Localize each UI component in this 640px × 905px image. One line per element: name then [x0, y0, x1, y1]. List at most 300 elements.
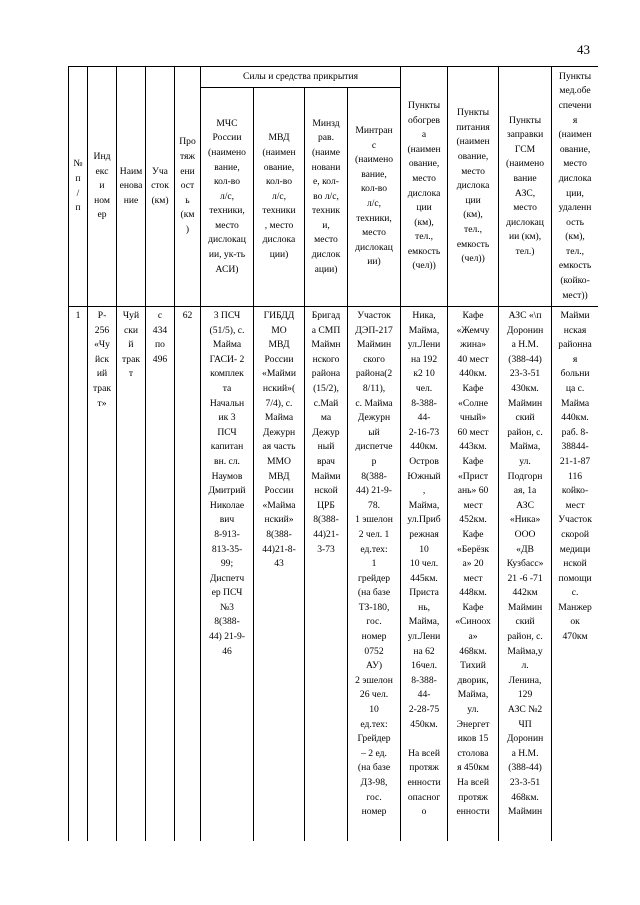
- cell-line: Кафе: [462, 382, 484, 394]
- cell-line: ации): [314, 263, 338, 275]
- cell-line: №3: [220, 601, 234, 613]
- cell-line: 452км.: [459, 514, 487, 526]
- cell-line: 3-73: [317, 543, 335, 555]
- cell-line: «Солне: [458, 397, 489, 409]
- cell-line: на 192: [410, 353, 438, 365]
- cell-line: тел.,: [415, 231, 434, 243]
- cell-line: 116: [568, 470, 583, 482]
- cell-line: я 450км: [457, 762, 490, 774]
- cell-line: ии (км),: [508, 231, 542, 243]
- cell-line: скорой: [561, 528, 590, 540]
- cell-lines: [553, 309, 597, 645]
- cell-line: (15/2),: [313, 382, 339, 394]
- cell-line: Майма,у: [507, 645, 543, 657]
- cell-line: Тихий: [460, 660, 486, 672]
- cell-lines: [553, 70, 597, 304]
- cell-line: с: [157, 310, 163, 321]
- cell-line: 450км.: [410, 718, 438, 730]
- cell-line: т»: [97, 397, 107, 409]
- cell-line: я: [572, 114, 578, 126]
- cell-line: нский»: [264, 514, 294, 526]
- cell-line: 8(388-: [266, 528, 292, 540]
- cell-line: врач: [316, 455, 336, 467]
- cell-lines: [402, 99, 446, 274]
- cell-line: На всей: [408, 747, 440, 759]
- cell-lines: [70, 309, 86, 324]
- cell-line: питания: [456, 121, 490, 133]
- cell-line: место: [362, 227, 386, 239]
- cell-line: номер: [361, 631, 387, 643]
- cell-line: «Ника»: [509, 514, 541, 526]
- cell-line: Ленина,: [508, 674, 542, 686]
- cell-line: Майма,: [408, 499, 440, 511]
- cell-line: 448км.: [459, 587, 487, 599]
- cell-line: 78.: [368, 499, 381, 511]
- cell-line: техники,: [356, 212, 392, 224]
- cell-line: ном: [94, 194, 110, 206]
- cell-name: [117, 307, 146, 842]
- cell-line: Участок: [558, 514, 592, 526]
- header-heating: [401, 67, 448, 307]
- cell-line: Про: [179, 136, 196, 148]
- cell-line: ЦРБ: [317, 499, 335, 511]
- cell-line: Майма,: [408, 324, 440, 336]
- cell-lines: [202, 309, 252, 659]
- header-mvd: [254, 88, 305, 307]
- cell-line: ние: [123, 194, 139, 206]
- cell-line: 46: [222, 645, 232, 657]
- header-food: [448, 67, 499, 307]
- cell-line: мест: [463, 572, 483, 584]
- cell-line: протяж: [458, 791, 488, 803]
- cell-food: [448, 307, 499, 842]
- cell-line: МВД: [268, 339, 290, 351]
- cell-line: АСИ): [215, 263, 239, 275]
- cell-line: Пункты: [509, 114, 542, 126]
- cell-line: помощи: [558, 572, 592, 584]
- cell-line: а» 20: [462, 558, 484, 570]
- cell-line: (388-44): [508, 762, 542, 774]
- cell-line: 442км: [512, 587, 538, 599]
- cell-line: 44)21-8-: [262, 543, 296, 555]
- cell-line: ование,: [408, 158, 440, 170]
- cell-line: столова: [457, 747, 489, 759]
- cell-line: ование,: [263, 161, 295, 173]
- cell-lines: [70, 157, 86, 215]
- cell-line: 8(388-: [214, 616, 240, 628]
- cell-line: мест)): [562, 289, 588, 301]
- cell-lines: [176, 135, 199, 237]
- cell-line: Уча: [152, 165, 168, 177]
- cell-lines: [306, 309, 346, 557]
- cell-line: 8-388-: [411, 674, 437, 686]
- cell-lines: [147, 309, 173, 367]
- cell-line: Майма,: [408, 616, 440, 628]
- cell-line: России: [264, 485, 294, 497]
- cell-line: Минзд: [312, 117, 340, 129]
- cell-line: 44-: [417, 689, 431, 701]
- cell-line: Маймин: [356, 339, 392, 351]
- cell-line: режная: [409, 528, 439, 540]
- cell-line: дворик,: [457, 674, 489, 686]
- cell-lines: [118, 165, 144, 209]
- header-mintrans: [348, 88, 401, 307]
- cell-line: удаленн: [558, 202, 592, 214]
- cell-line: кол-во: [265, 176, 293, 188]
- cell-mintrans: [348, 307, 401, 842]
- cell-lines: [349, 124, 399, 270]
- header-index: [88, 67, 117, 307]
- cell-line: Майма,: [509, 441, 541, 453]
- cell-lines: [89, 309, 115, 411]
- cell-line: 26 чел.: [359, 689, 389, 701]
- cell-line: гос.: [366, 616, 382, 628]
- cell-line: ма: [320, 412, 332, 424]
- cell-line: России: [264, 353, 294, 365]
- cell-line: ски: [123, 324, 139, 336]
- cell-line: 496: [152, 353, 168, 365]
- cell-line: р: [371, 455, 377, 467]
- cell-line: Дмитрий: [208, 485, 246, 497]
- cell-line: ГСМ: [514, 143, 536, 155]
- cell-line: та: [222, 382, 232, 394]
- cell-line: мест: [463, 499, 483, 511]
- cell-line: 62: [182, 310, 193, 321]
- cell-line: (наимен: [407, 143, 441, 155]
- cell-line: емкость: [407, 245, 441, 257]
- cell-line: гос.: [366, 791, 382, 803]
- cell-line: «ДВ: [516, 543, 534, 555]
- cell-line: 10: [419, 543, 429, 555]
- cell-line: больни: [560, 368, 590, 380]
- cell-line: Николае: [209, 499, 245, 511]
- cell-line: техник: [311, 205, 341, 217]
- cell-line: нская: [563, 324, 587, 336]
- cell-line: а»: [468, 631, 478, 643]
- cell-line: раб. 8-: [561, 426, 589, 438]
- cell-line: ер ПСЧ: [211, 587, 243, 599]
- cell-line: с: [371, 139, 377, 151]
- cell-line: тел.): [515, 245, 535, 257]
- cell-line: ость: [566, 216, 584, 228]
- cell-line: дислокац: [208, 234, 246, 246]
- cell-line: «Синоох: [455, 616, 491, 628]
- cell-line: а Н.М.: [511, 747, 539, 759]
- cell-lines: [89, 150, 115, 223]
- cell-line: ование,: [457, 151, 489, 163]
- cell-line: Инд: [93, 151, 111, 163]
- cell-line: – 2 ед.: [361, 747, 387, 759]
- cell-line: 256: [94, 324, 110, 336]
- header-no: [69, 67, 88, 307]
- cell-line: ции: [465, 194, 481, 206]
- cell-line: ул.: [519, 455, 531, 467]
- cell-line: место: [513, 202, 537, 214]
- cell-line: Наим: [119, 165, 143, 177]
- cell-line: ский: [515, 616, 535, 628]
- cell-line: с. Майма: [355, 397, 393, 409]
- cell-line: грейдер: [357, 572, 391, 584]
- cell-line: Кафе: [462, 601, 484, 613]
- cell-section: [146, 307, 175, 842]
- cell-line: чный»: [459, 412, 487, 424]
- cell-line: емкость: [558, 260, 592, 272]
- cell-line: ул.Лени: [407, 631, 441, 643]
- cell-line: п: [75, 172, 81, 184]
- cell-line: дислокац: [506, 216, 544, 228]
- cell-line: жина»: [460, 339, 487, 351]
- cell-lines: [255, 131, 303, 262]
- cell-mchs: [201, 307, 254, 842]
- cell-line: ок: [570, 616, 580, 628]
- cell-line: ии): [367, 256, 381, 268]
- cell-line: к2 10: [413, 368, 435, 380]
- cell-line: тел.,: [464, 223, 483, 235]
- cell-line: ца с.: [565, 382, 585, 394]
- cell-line: Доронин: [506, 324, 544, 336]
- cell-line: т: [128, 368, 134, 380]
- cell-line: енности: [456, 806, 490, 818]
- cell-line: а Н.М.: [511, 339, 539, 351]
- cell-line: 813-35-: [211, 543, 243, 555]
- cell-line: дислока: [456, 180, 490, 192]
- cell-line: [423, 732, 425, 747]
- cell-minzdrav: [305, 307, 348, 842]
- cell-line: 434: [152, 324, 168, 336]
- cell-line: 8(388-: [313, 514, 339, 526]
- cell-lines: [118, 309, 144, 382]
- header-section: [146, 67, 175, 307]
- cell-line: капитан: [210, 441, 244, 453]
- cell-line: Минтран: [355, 125, 393, 137]
- cell-line: л.: [521, 660, 529, 672]
- cell-line: ный: [317, 441, 335, 453]
- header-med: [552, 67, 598, 307]
- cell-line: районна: [558, 339, 592, 351]
- cell-line: опасног: [407, 791, 441, 803]
- cell-line: ММО: [267, 455, 291, 467]
- cell-line: (км),: [414, 216, 434, 228]
- cell-line: ая, 1а: [513, 485, 537, 497]
- cell-line: вание,: [361, 168, 387, 180]
- cell-line: тяж: [179, 151, 196, 163]
- cell-line: (км): [151, 194, 169, 206]
- cell-line: МО: [271, 324, 287, 336]
- cell-line: а: [421, 129, 427, 141]
- cell-line: место: [215, 219, 239, 231]
- cell-line: ТЗ-180,: [358, 601, 390, 613]
- cell-line: п: [75, 202, 81, 214]
- cell-line: номер: [361, 806, 387, 818]
- cell-line: 443км.: [459, 441, 487, 453]
- cell-line: /: [76, 187, 80, 199]
- cell-line: ул.: [467, 704, 479, 716]
- cell-line: 16чел.: [411, 660, 437, 672]
- cell-line: на 62: [413, 645, 435, 657]
- cell-line: емкость: [456, 238, 490, 250]
- cell-line: ЧП: [518, 718, 532, 730]
- cell-lines: [500, 114, 550, 260]
- cell-line: л/с,: [219, 190, 235, 202]
- cell-line: Р-: [97, 310, 107, 321]
- cell-lines: [306, 117, 346, 278]
- cell-line: й: [128, 339, 134, 351]
- cell-line: ени: [180, 165, 195, 177]
- cell-line: 2 чел. 1: [358, 528, 390, 540]
- cell-line: 8-913-: [214, 528, 240, 540]
- cell-line: л/с,: [366, 198, 382, 209]
- header-minzdrav: [305, 88, 348, 307]
- header-length: [175, 67, 201, 307]
- cell-line: (388-44): [508, 353, 542, 365]
- cell-line: вн. сл.: [214, 455, 240, 467]
- cell-no: [69, 307, 88, 842]
- cell-line: нский»(: [262, 382, 296, 394]
- cell-line: и,: [322, 219, 330, 231]
- cell-line: 129: [517, 689, 533, 701]
- cell-line: 44) 21-9-: [356, 485, 392, 497]
- cell-line: е, кол-: [313, 176, 339, 188]
- header-mchs: [201, 88, 254, 307]
- document-table-wrapper: [68, 66, 598, 841]
- cell-line: Диспетч: [209, 572, 245, 584]
- cell-fuel: [499, 307, 552, 842]
- cell-line: койко-: [561, 485, 589, 497]
- cell-line: Наумов: [211, 470, 243, 482]
- cell-line: дислока: [262, 234, 296, 246]
- cell-line: место: [461, 165, 485, 177]
- cell-line: а СМП: [311, 324, 341, 336]
- cell-line: АЗС: [516, 499, 534, 511]
- cell-line: Остров: [409, 455, 439, 467]
- cell-line: (наимено: [208, 146, 246, 158]
- cell-line: ул.Лени: [407, 339, 441, 351]
- cell-line: 470км: [562, 631, 588, 643]
- cell-line: (наимено: [355, 154, 394, 166]
- cell-line: кол-во: [360, 183, 388, 195]
- cell-line: обогрев: [408, 114, 441, 126]
- cell-line: екс: [95, 165, 109, 177]
- cell-line: нского: [312, 353, 340, 365]
- cell-line: ГИБДД: [263, 310, 295, 321]
- cell-line: 468км.: [511, 791, 539, 803]
- cell-line: ского: [363, 353, 385, 365]
- cell-line: Кафе: [462, 310, 484, 321]
- cell-line: (51/5), с.: [209, 324, 245, 336]
- cell-line: Маймин: [507, 806, 543, 818]
- cell-line: , место: [264, 219, 294, 231]
- cell-line: заправки: [506, 129, 544, 141]
- cell-line: Энергет: [456, 718, 490, 730]
- cell-line: место: [314, 234, 338, 246]
- cell-line: (наимен: [558, 129, 592, 141]
- cell-line: ост: [180, 180, 195, 192]
- cell-lines: [202, 117, 252, 278]
- cell-line: 8(388-: [361, 470, 387, 482]
- cell-line: МЧС: [216, 117, 238, 129]
- cell-line: «Берёзк: [457, 543, 490, 555]
- cell-line: (км),: [463, 209, 483, 221]
- cell-lines: [500, 309, 550, 820]
- cell-line: ПСЧ: [217, 426, 237, 438]
- cell-line: 8-388-: [411, 397, 437, 409]
- cell-heating: [401, 307, 448, 842]
- cell-line: ООО: [514, 528, 536, 540]
- cell-line: ование,: [559, 143, 591, 155]
- cell-line: (км: [180, 209, 195, 221]
- cell-line: России: [212, 132, 242, 144]
- cell-line: л/с,: [271, 190, 287, 202]
- cell-line: медици: [559, 543, 591, 555]
- cell-line: 0752: [364, 645, 384, 657]
- cell-line: я: [572, 353, 578, 365]
- cell-line: «Майми: [262, 368, 296, 380]
- cell-line: 2 эшелон: [355, 674, 393, 686]
- cell-line: 38844-: [561, 441, 589, 453]
- cell-line: протяж: [409, 762, 439, 774]
- cell-line: 44-: [417, 412, 431, 424]
- cell-line: 23-3-51: [509, 777, 541, 788]
- cell-length: [175, 307, 201, 842]
- cell-line: вич: [219, 514, 235, 526]
- cell-lines: [449, 309, 497, 820]
- cell-line: 2-16-73: [408, 426, 440, 438]
- cell-line: Майми: [560, 310, 590, 321]
- cell-line: Грейдер: [357, 733, 391, 745]
- cell-line: 44) 21-9-: [209, 631, 245, 643]
- cell-line: трак: [92, 382, 112, 394]
- cell-line: ая часть: [262, 441, 296, 453]
- header-fuel: [499, 67, 552, 307]
- cell-line: района: [311, 368, 341, 380]
- cell-lines: [402, 309, 446, 820]
- cell-line: Маймн: [311, 339, 341, 351]
- cell-line: «Чу: [94, 339, 110, 351]
- cell-line: 40 мест: [457, 353, 489, 365]
- cell-line: кол-во: [213, 176, 241, 188]
- cell-line: мест: [565, 499, 585, 511]
- cell-line: ед.тех:: [360, 543, 388, 555]
- cell-line: Кафе: [462, 455, 484, 467]
- cell-line: енова: [119, 180, 143, 192]
- cell-line: Пункты: [457, 107, 490, 119]
- cell-line: 3 ПСЧ: [213, 310, 241, 321]
- header-name: [117, 67, 146, 307]
- cell-line: ик 3: [218, 412, 236, 424]
- cell-line: ДЗ-98,: [360, 777, 388, 788]
- cell-line: АЗС,: [514, 187, 536, 199]
- cell-line: 21-1-87: [559, 455, 591, 467]
- cell-line: трак: [121, 353, 141, 365]
- cell-line: Кузбасс»: [506, 558, 544, 570]
- cell-line: «Майма: [262, 499, 296, 511]
- cell-line: ый: [368, 426, 380, 438]
- cell-line: 10: [369, 704, 379, 716]
- cell-line: На всей: [457, 777, 489, 788]
- cell-line: тел.,: [566, 245, 585, 257]
- cell-line: района(2: [355, 368, 393, 380]
- cell-line: (наимен: [456, 136, 490, 148]
- cell-line: дислока: [407, 187, 441, 199]
- cell-line: район, с.: [507, 426, 543, 438]
- cell-line: о: [421, 806, 427, 818]
- cell-line: по: [155, 339, 165, 351]
- cell-line: (на базе: [357, 587, 391, 599]
- cell-line: Бригад: [311, 310, 341, 321]
- cell-line: ань» 60: [457, 485, 489, 497]
- cell-line: 1: [75, 310, 81, 321]
- cell-mvd: [254, 307, 305, 842]
